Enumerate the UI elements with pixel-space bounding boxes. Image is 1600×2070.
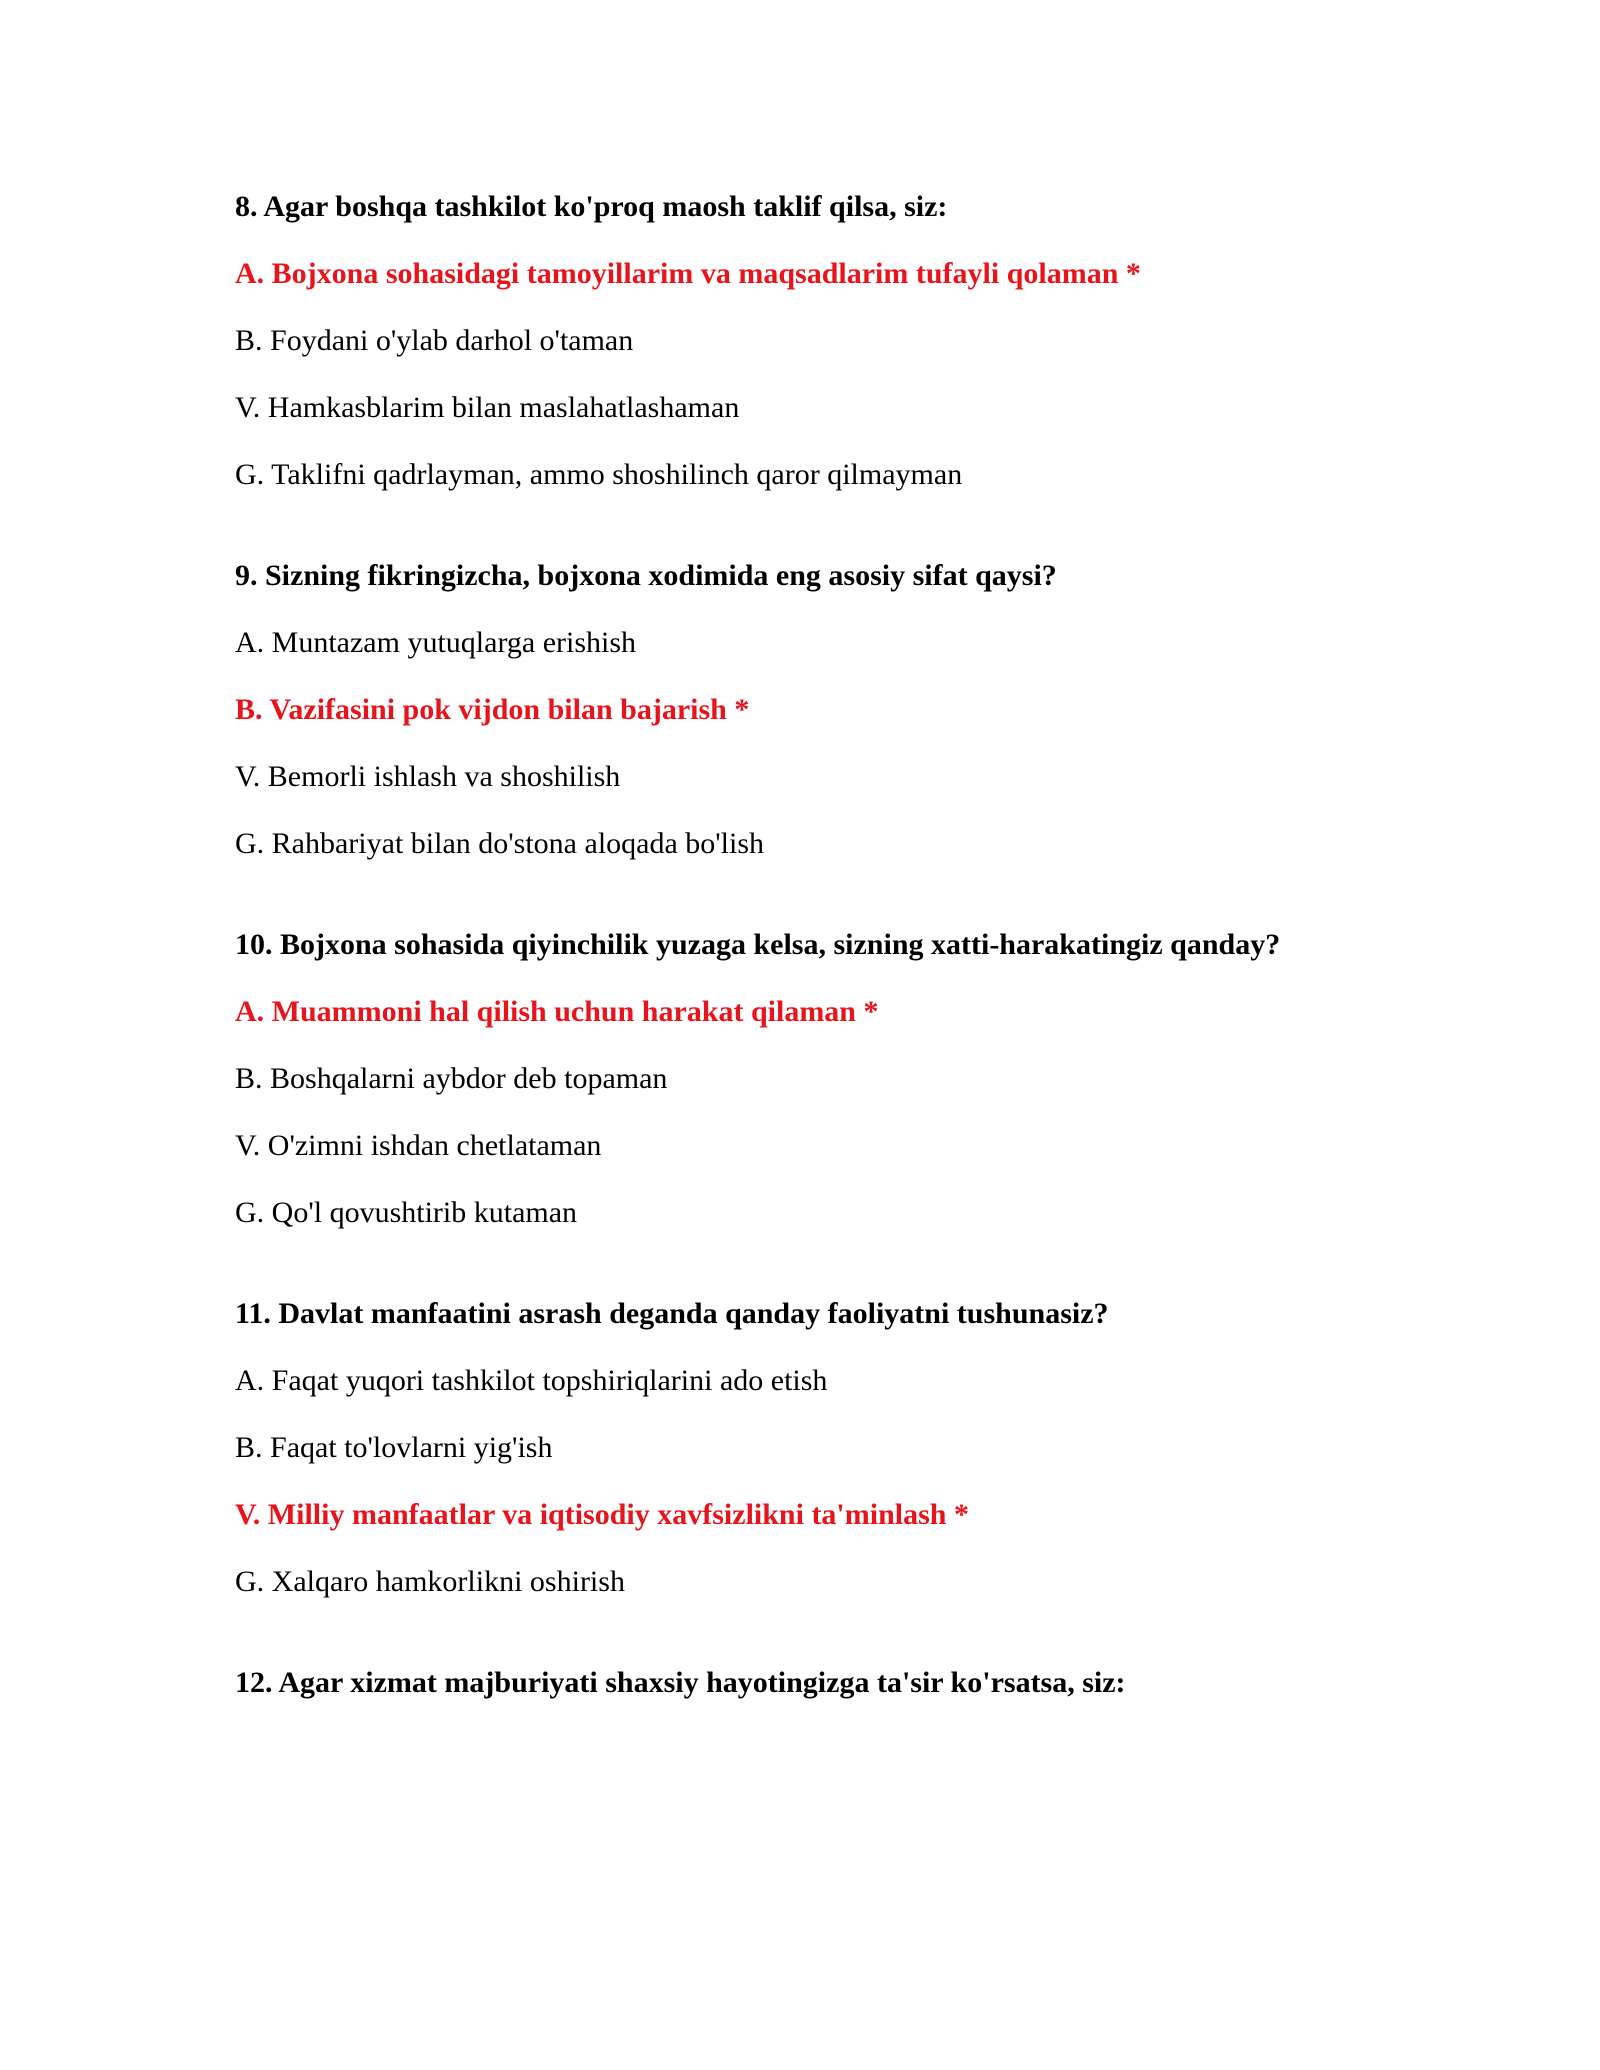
answer-option-correct: A. Bojxona sohasidagi tamoyillarim va maqsadlarim tufayli qolaman * [235, 257, 1141, 290]
question-9 [235, 559, 1535, 861]
question-text: 11. Davlat manfaatini asrash deganda qanday faoliyatni tushunasiz? [235, 1297, 1109, 1330]
answer-option: G. Qo'l qovushtirib kutaman [235, 1196, 578, 1229]
answer-option: B. Faqat to'lovlarni yig'ish [235, 1431, 553, 1464]
answer-options [235, 1364, 1535, 1599]
answer-option: V. Hamkasblarim bilan maslahatlashaman [235, 391, 740, 424]
question-10 [235, 928, 1535, 1230]
answer-option: A. Muntazam yutuqlarga erishish [235, 626, 637, 659]
document-page [235, 190, 1535, 1767]
answer-options [235, 626, 1535, 861]
answer-option-correct: A. Muammoni hal qilish uchun harakat qilaman * [235, 995, 879, 1028]
answer-options [235, 257, 1535, 492]
question-text: 9. Sizning fikringizcha, bojxona xodimida eng asosiy sifat qaysi? [235, 559, 1057, 592]
answer-option: G. Rahbariyat bilan do'stona aloqada bo'lish [235, 827, 765, 860]
answer-options [235, 995, 1535, 1230]
answer-option-correct: V. Milliy manfaatlar va iqtisodiy xavfsizlikni ta'minlash * [235, 1498, 969, 1531]
answer-option-correct: B. Vazifasini pok vijdon bilan bajarish * [235, 693, 750, 726]
answer-option: V. Bemorli ishlash va shoshilish [235, 760, 621, 793]
answer-option: A. Faqat yuqori tashkilot topshiriqlarini ado etish [235, 1364, 828, 1397]
answer-option: G. Xalqaro hamkorlikni oshirish [235, 1565, 625, 1598]
question-text: 10. Bojxona sohasida qiyinchilik yuzaga kelsa, sizning xatti-harakatingiz qanday? [235, 928, 1281, 961]
question-text: 8. Agar boshqa tashkilot ko'proq maosh taklif qilsa, siz: [235, 190, 948, 223]
answer-option: B. Boshqalarni aybdor deb topaman [235, 1062, 668, 1095]
answer-option: G. Taklifni qadrlayman, ammo shoshilinch qaror qilmayman [235, 458, 963, 491]
answer-option: V. O'zimni ishdan chetlataman [235, 1129, 602, 1162]
question-text: 12. Agar xizmat majburiyati shaxsiy hayotingizga ta'sir ko'rsatsa, siz: [235, 1666, 1126, 1699]
question-8 [235, 190, 1535, 492]
answer-option: B. Foydani o'ylab darhol o'taman [235, 324, 634, 357]
question-11 [235, 1297, 1535, 1599]
question-12 [235, 1666, 1535, 1700]
